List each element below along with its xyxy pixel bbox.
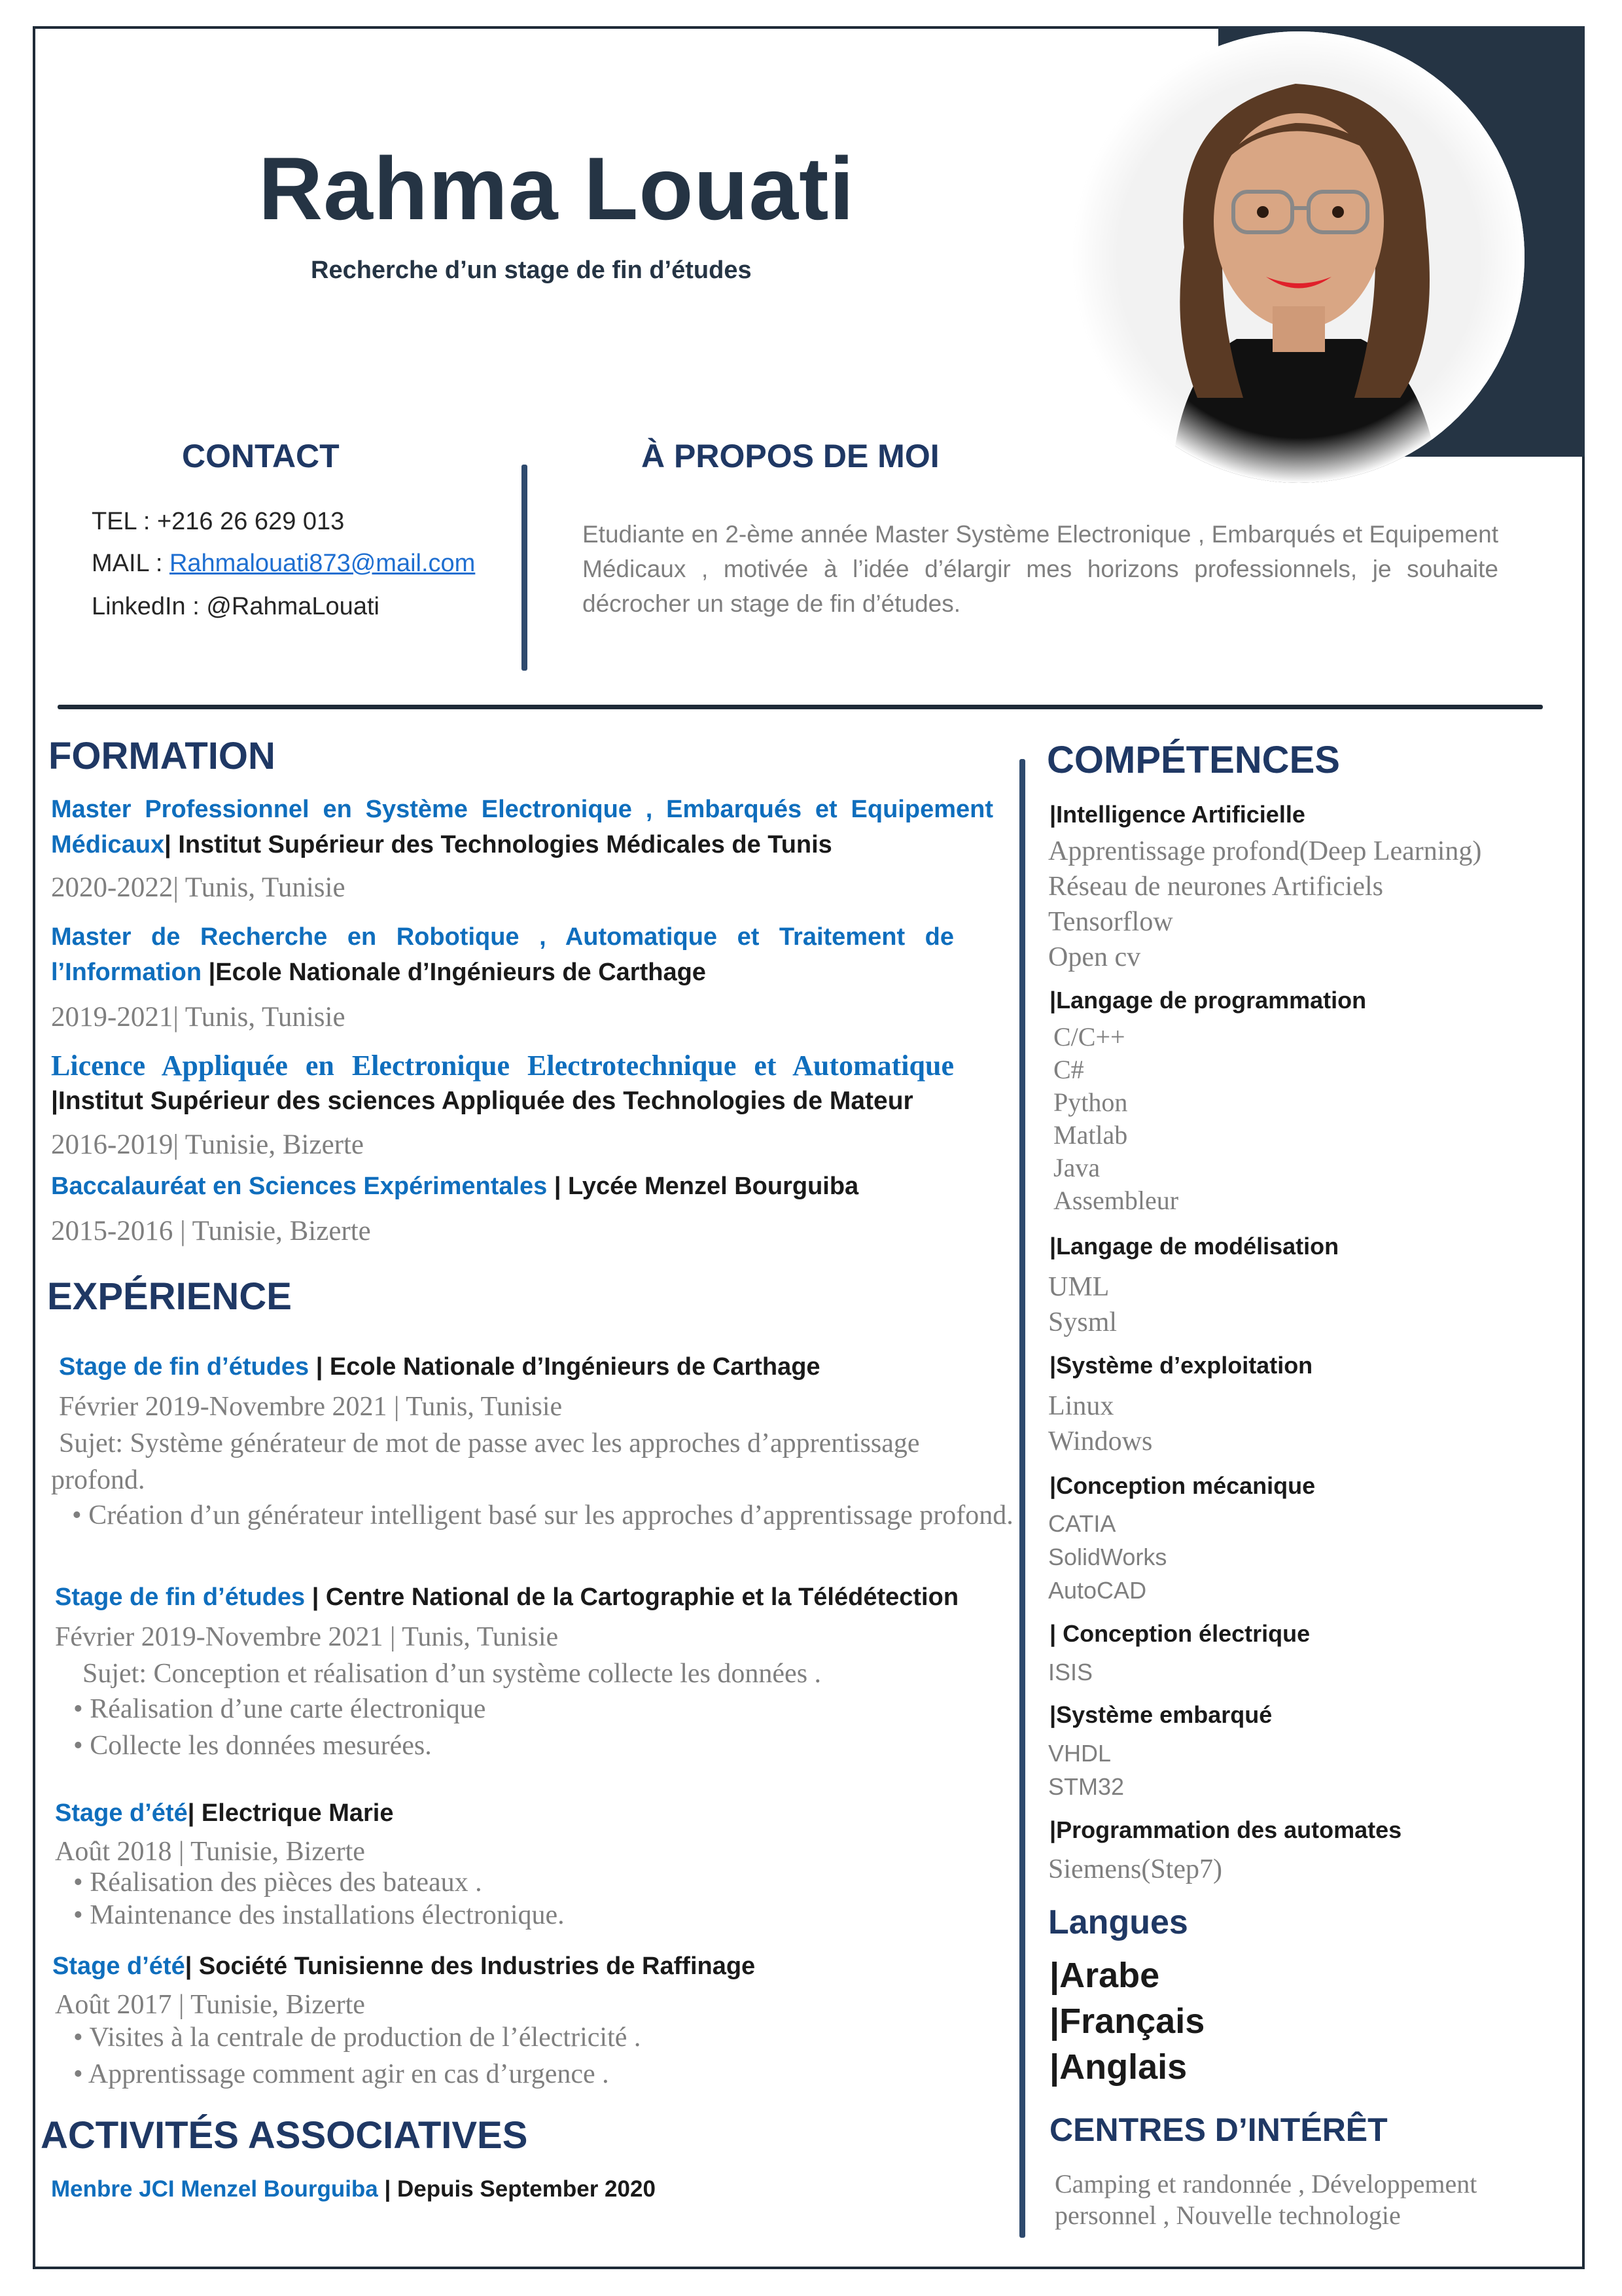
langues-list (1049, 1952, 1205, 2090)
skill-group-title: |Système embarqué (1049, 1701, 1273, 1728)
contact-phone: TEL : +216 26 629 013 (92, 508, 345, 535)
langues-heading: Langues (1048, 1903, 1188, 1941)
profile-photo-illustration (1073, 31, 1525, 483)
skill-item: Windows (1048, 1426, 1153, 1457)
skill-group-items (1048, 1737, 1124, 1803)
skill-item: C# (1053, 1055, 1084, 1084)
experience-bullet: • Réalisation d’une carte électronique (73, 1694, 486, 1724)
skill-item: Assembleur (1053, 1186, 1179, 1215)
language-item: |Français (1049, 2002, 1205, 2041)
skill-item: STM32 (1048, 1773, 1125, 1800)
contact-email-label: MAIL : (92, 550, 169, 577)
skill-item: ISIS (1048, 1659, 1093, 1686)
skill-item: Sysml (1048, 1307, 1118, 1337)
formation-school: | Lycée Menzel Bourguiba (547, 1173, 859, 1200)
skill-item: Siemens(Step7) (1048, 1854, 1222, 1884)
activities-item (51, 2176, 656, 2202)
column-divider (1019, 759, 1025, 2238)
candidate-subtitle: Recherche d’un stage de fin d’études (311, 256, 752, 284)
skill-group-title: |Langage de programmation (1049, 987, 1367, 1014)
skill-group-title: |Système d’exploitation (1049, 1352, 1313, 1379)
formation-meta: 2016-2019| Tunisie, Bizerte (51, 1129, 364, 1160)
formation-school: |Ecole Nationale d’Ingénieurs de Carthage (202, 959, 706, 986)
experience-item-3 (55, 1795, 393, 1831)
skill-group-items (1048, 1507, 1167, 1607)
skill-group-title: |Langage de modélisation (1049, 1233, 1339, 1260)
skill-item: Apprentissage profond(Deep Learning) (1048, 836, 1482, 866)
formation-item-2 (51, 919, 954, 990)
experience-company: | Société Tunisienne des Industries de Raffinage (185, 1952, 756, 1980)
experience-title: Stage d’été (52, 1952, 185, 1980)
formation-meta: 2019-2021| Tunis, Tunisie (51, 1002, 345, 1033)
skill-group-items (1048, 1655, 1093, 1689)
experience-bullets (73, 2019, 641, 2093)
activities-heading: ACTIVITÉS ASSOCIATIVES (41, 2114, 528, 2157)
skill-group-items (1048, 1388, 1152, 1459)
formation-title: Licence Appliquée en Electronique Electrotechnique et Automatique (51, 1050, 954, 1082)
skill-item: C/C++ (1053, 1022, 1125, 1051)
experience-company: | Centre National de la Cartographie et la Télédétection (305, 1583, 959, 1611)
skill-item: AutoCAD (1048, 1577, 1147, 1604)
about-heading: À PROPOS DE MOI (641, 438, 940, 474)
experience-bullet: • Collecte les données mesurées. (73, 1731, 432, 1761)
skill-group-title: |Programmation des automates (1049, 1816, 1402, 1843)
skill-group-title: |Intelligence Artificielle (1049, 801, 1305, 828)
skill-item: Open cv (1048, 942, 1141, 972)
about-text: Etudiante en 2-ème année Master Système Electronique , Embarqués et Equipement Médicaux , motivée à l’idée d’élargir mes horizons professionnels, je souhaite décrocher un stage de fin d’études. (582, 521, 1498, 617)
experience-title: Stage de fin d’études (55, 1583, 306, 1611)
skill-group-items (1048, 1269, 1117, 1340)
experience-heading: EXPÉRIENCE (47, 1275, 292, 1318)
formation-meta: 2015-2016 | Tunisie, Bizerte (51, 1216, 371, 1246)
competences-heading: COMPÉTENCES (1047, 739, 1340, 781)
experience-title: Stage d’été (55, 1799, 188, 1827)
skill-item: Java (1053, 1153, 1101, 1182)
formation-title: Master Professionnel en Système Electronique , Embarqués et Equipement Médicaux (51, 796, 993, 858)
experience-bullet: • Maintenance des installations électronique. (73, 1900, 565, 1930)
experience-meta: Février 2019-Novembre 2021 | Tunis, Tunisie (59, 1392, 563, 1422)
formation-item-3 (51, 1048, 954, 1119)
formation-meta: 2020-2022| Tunis, Tunisie (51, 872, 345, 903)
formation-title: Baccalauréat en Sciences Expérimentales (51, 1173, 548, 1200)
experience-company: | Electrique Marie (187, 1799, 394, 1827)
skill-group-items (1048, 834, 1481, 975)
skill-item: Tensorflow (1048, 907, 1173, 937)
experience-title: Stage de fin d’études (59, 1353, 309, 1381)
contact-linkedin: LinkedIn : @RahmaLouati (92, 593, 379, 620)
skill-item: Matlab (1053, 1120, 1128, 1150)
skill-item: Python (1053, 1087, 1128, 1117)
contact-email (92, 550, 475, 578)
activities-item-detail: | Depuis September 2020 (378, 2176, 656, 2202)
skill-group-items (1053, 1021, 1178, 1217)
formation-school: | Institut Supérieur des Technologies Médicales de Tunis (164, 831, 832, 858)
contact-heading: CONTACT (182, 438, 340, 474)
language-item: |Anglais (1049, 2047, 1188, 2087)
contact-divider (521, 465, 527, 671)
skill-item: Linux (1048, 1391, 1114, 1421)
skill-group-title: |Conception mécanique (1049, 1472, 1316, 1499)
formation-item-4 (51, 1169, 858, 1204)
experience-item-4 (52, 1949, 755, 1984)
interets-heading: CENTRES D’INTÉRÊT (1049, 2111, 1388, 2148)
formation-item-1 (51, 792, 993, 862)
profile-photo (1073, 31, 1525, 483)
experience-bullet: • Réalisation des pièces des bateaux . (73, 1867, 482, 1898)
skill-item: CATIA (1048, 1510, 1116, 1537)
language-item: |Arabe (1049, 1956, 1160, 1995)
experience-item-2 (55, 1580, 959, 1615)
experience-subject: Sujet: Conception et réalisation d’un système collecte les données . (82, 1659, 822, 1689)
activities-item-title: Menbre JCI Menzel Bourguiba (51, 2176, 378, 2202)
experience-meta: Février 2019-Novembre 2021 | Tunis, Tunisie (55, 1622, 559, 1652)
candidate-name: Rahma Louati (258, 139, 855, 238)
experience-bullets (73, 1866, 565, 1932)
skill-item: VHDL (1048, 1740, 1112, 1767)
skill-item: Réseau de neurones Artificiels (1048, 872, 1383, 902)
experience-company: | Ecole Nationale d’Ingénieurs de Carthage (309, 1353, 820, 1381)
experience-bullet: • Visites à la centrale de production de l’électricité . (73, 2022, 641, 2053)
skill-group-items (1048, 1852, 1222, 1887)
contact-email-link[interactable]: Rahmalouati873@mail.com (169, 550, 476, 577)
experience-item-1 (59, 1349, 820, 1385)
skill-group-title: | Conception électrique (1049, 1620, 1311, 1647)
skill-item: UML (1048, 1272, 1110, 1302)
experience-meta: Août 2017 | Tunisie, Bizerte (55, 1990, 365, 2020)
skill-item: SolidWorks (1048, 1544, 1167, 1570)
section-divider (58, 705, 1543, 709)
formation-title: Master de Recherche en Robotique , Automatique et Traitement de l’Information (51, 923, 954, 986)
experience-bullet: • Création d’un générateur intelligent basé sur les approches d’apprentissage profond. (72, 1500, 1014, 1530)
interets-text: Camping et randonnée , Développement personnel , Nouvelle technologie (1055, 2169, 1477, 2230)
experience-bullet: • Apprentissage comment agir en cas d’urgence . (73, 2059, 609, 2089)
formation-school: |Institut Supérieur des sciences Appliquée des Technologies de Mateur (51, 1087, 913, 1115)
formation-heading: FORMATION (48, 735, 275, 777)
experience-subject: Sujet: Système générateur de mot de passe avec les approches d’apprentissage profond. (51, 1428, 920, 1495)
experience-bullets (73, 1691, 485, 1764)
experience-meta: Août 2018 | Tunisie, Bizerte (55, 1837, 365, 1867)
